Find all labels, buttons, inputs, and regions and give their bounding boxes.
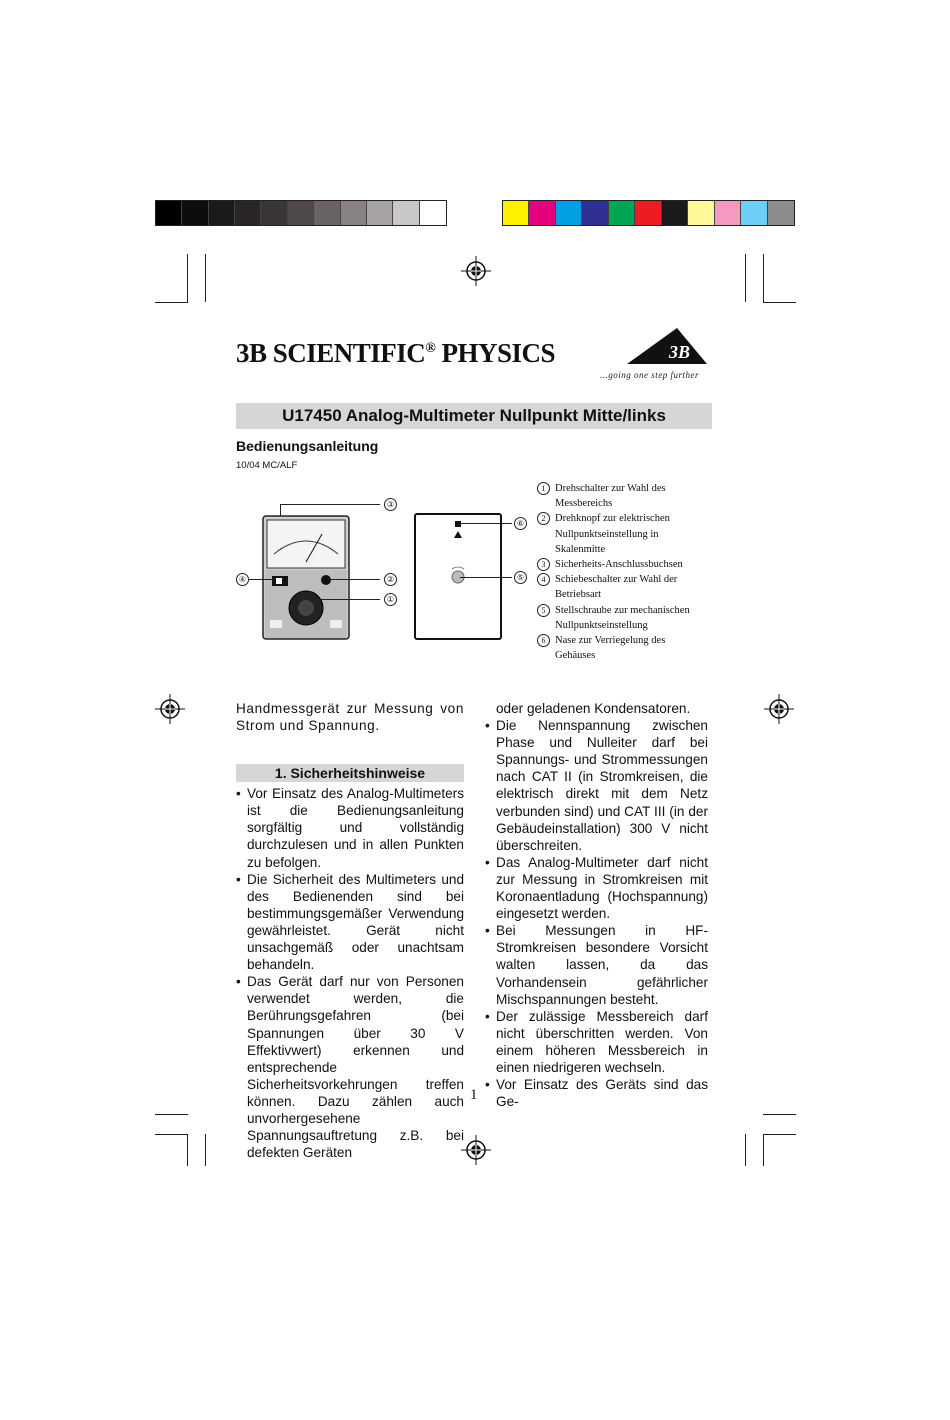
safety-bullet: • Der zulässige Messbereich darf nicht überschritten werden. Von einem höheren Messbereich in einen niedrigeren wechseln.: [485, 1008, 708, 1076]
gray-swatch: [182, 201, 208, 225]
figure-callout-6: ⑥: [514, 517, 527, 530]
crop-mark: [187, 1134, 188, 1166]
page-number: 1: [470, 1087, 478, 1103]
registration-mark-icon: [764, 694, 794, 724]
gray-swatch: [209, 201, 235, 225]
safety-bullet: • Die Nennspannung zwischen Phase und Nulleiter darf bei Spannungs- und Strommessungen nach CAT II (in Stromkreisen, die elektrisch direkt mit dem Netz verbunden sind) und CAT III (in der Gebäudeinstallation) 300 V nicht überschreiten.: [485, 717, 708, 854]
leader-line: [308, 599, 380, 600]
color-swatch: [529, 201, 555, 225]
color-swatch: [556, 201, 582, 225]
safety-bullet: • Bei Messungen in HF-Stromkreisen besondere Vorsicht walten lassen, da das Vorhandensein gefährlicher Mischspannungen besteht.: [485, 922, 708, 1007]
crop-mark: [763, 1134, 764, 1166]
color-swatch: [662, 201, 688, 225]
registration-mark-icon: [155, 694, 185, 724]
gray-swatch: [393, 201, 419, 225]
gray-swatch: [367, 201, 393, 225]
document-code: 10/04 MC/ALF: [236, 460, 298, 471]
process-color-bar: [502, 200, 795, 226]
safety-bullet: • Das Gerät darf nur von Personen verwendet werden, die Berührungsgefahren (bei Spannungen über 30 V Effektivwert) erkennen und entsprechende Sicherheitsvorkehrungen treffen können. Dazu zählen auch unvorhergesehene Spannungsauftretung z.B. bei defekten Geräten: [236, 973, 464, 1161]
gray-swatch: [288, 201, 314, 225]
crop-mark: [155, 302, 188, 303]
leader-line: [460, 577, 512, 578]
leader-line: [460, 523, 512, 524]
color-swatch: [503, 201, 529, 225]
crop-mark: [155, 1114, 188, 1115]
leader-line: [280, 504, 380, 505]
brand-tagline: ...going one step further: [600, 370, 699, 380]
grayscale-color-bar: [155, 200, 447, 226]
color-swatch: [609, 201, 635, 225]
document-subtitle: Bedienungsanleitung: [236, 438, 379, 454]
safety-bullet: • Vor Einsatz des Analog-Multimeters ist die Bedienungsanleitung sorgfältig und vollständig durchzulesen und in allen Punkten zu befolgen.: [236, 785, 464, 870]
intro-paragraph: Handmessgerät zur Messung von Strom und Spannung.: [236, 701, 464, 734]
gray-swatch: [341, 201, 367, 225]
section-heading: 1. Sicherheitshinweise: [236, 764, 464, 782]
figure-legend: [537, 481, 707, 663]
color-swatch: [688, 201, 714, 225]
figure-callout-5: ⑤: [514, 571, 527, 584]
safety-bullet: • Das Analog-Multimeter darf nicht zur Messung in Stromkreisen mit Koronaentladung (Hochspannung) eingesetzt werden.: [485, 854, 708, 922]
registration-mark-icon: [461, 1135, 491, 1165]
figure-callout-1: ①: [384, 593, 397, 606]
crop-mark: [187, 254, 188, 302]
continuation-text: oder geladenen Kondensatoren.: [496, 701, 691, 716]
brand-wordmark: 3B SCIENTIFIC® PHYSICS: [236, 338, 556, 368]
crop-mark: [763, 254, 764, 302]
gray-swatch: [420, 201, 446, 225]
multimeter-front-illustration: [262, 510, 350, 640]
figure-callout-2: ②: [384, 573, 397, 586]
crop-mark: [745, 254, 746, 302]
color-swatch: [582, 201, 608, 225]
document-title: U17450 Analog-Multimeter Nullpunkt Mitte/links: [236, 403, 712, 429]
legend-item: 4 Schiebeschalter zur Wahl der Betriebsart: [537, 572, 707, 602]
safety-bullet: • Die Sicherheit des Multimeters und des Bedienenden sind bei bestimmungsgemäßer Verwendung gewährleistet. Gerät nicht unsachgemäß oder unachtsam behandeln.: [236, 871, 464, 974]
legend-item: 1 Drehschalter zur Wahl des Messbereichs: [537, 481, 707, 511]
leader-line: [248, 579, 274, 580]
crop-mark: [155, 1134, 188, 1135]
gray-swatch: [314, 201, 340, 225]
color-swatch: [768, 201, 794, 225]
crop-mark: [205, 254, 206, 302]
gray-swatch: [261, 201, 287, 225]
color-swatch: [741, 201, 767, 225]
figure-callout-3: ③: [384, 498, 397, 511]
left-column: [236, 700, 464, 1161]
legend-item: 6 Nase zur Verriegelung des Gehäuses: [537, 633, 707, 663]
crop-mark: [763, 302, 796, 303]
crop-mark: [205, 1134, 206, 1166]
registration-mark-icon: [461, 256, 491, 286]
color-swatch: [635, 201, 661, 225]
crop-mark: [763, 1134, 796, 1135]
brand-logo-icon: [625, 326, 710, 366]
legend-item: 2 Drehknopf zur elektrischen Nullpunktseinstellung in Skalenmitte: [537, 511, 707, 557]
right-column: [485, 700, 708, 1110]
leader-line: [280, 504, 281, 516]
color-swatch: [715, 201, 741, 225]
figure-callout-4: ④: [236, 573, 249, 586]
gray-swatch: [156, 201, 182, 225]
crop-mark: [763, 1114, 796, 1115]
leader-line: [328, 579, 380, 580]
crop-mark: [745, 1134, 746, 1166]
gray-swatch: [235, 201, 261, 225]
legend-item: 5 Stellschraube zur mechanischen Nullpunktseinstellung: [537, 603, 707, 633]
svg-text:3B: 3B: [669, 342, 691, 362]
safety-bullet: • Vor Einsatz des Geräts sind das Ge-: [485, 1076, 708, 1110]
legend-item: 3 Sicherheits-Anschlussbuchsen: [537, 557, 707, 572]
